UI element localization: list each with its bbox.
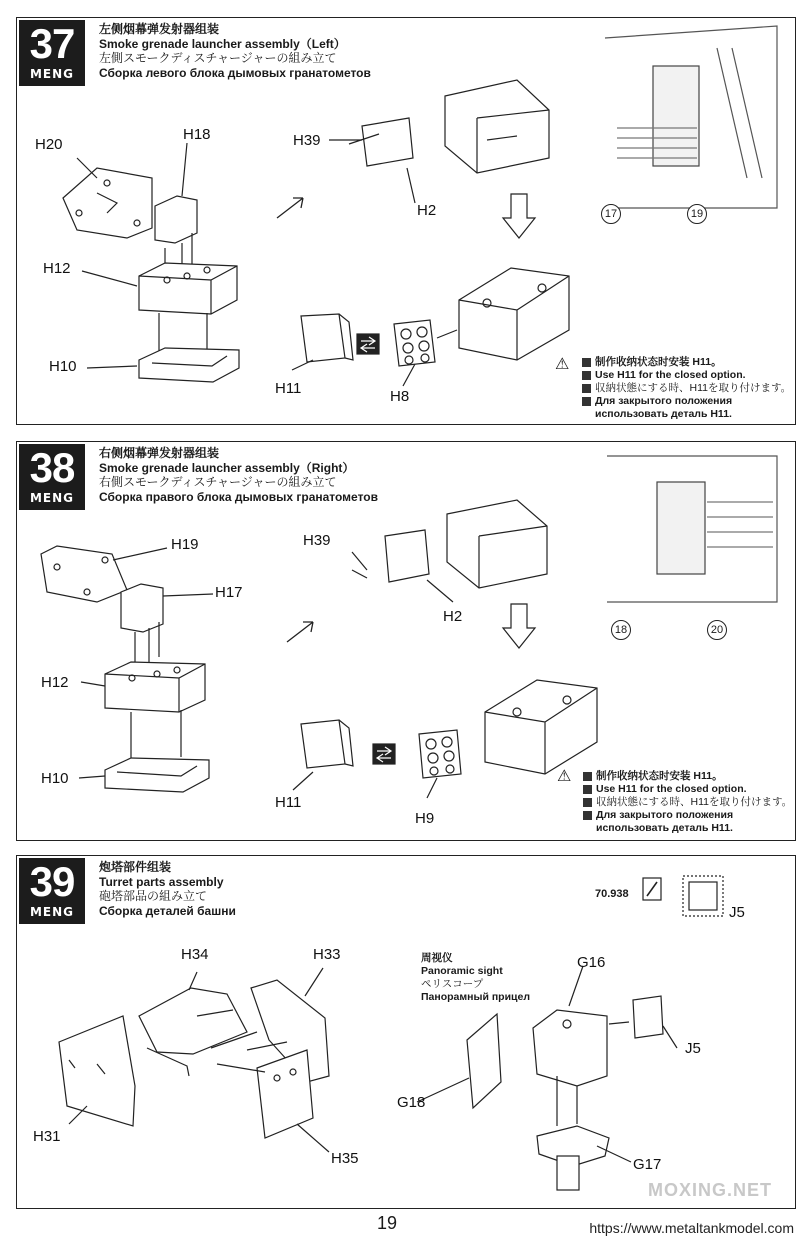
label-g18: G18 [397, 1094, 426, 1111]
title-ru: Сборка правого блока дымовых гранатометов [99, 489, 378, 504]
label-h2: H2 [417, 202, 437, 219]
callout-18: 18 [611, 620, 631, 640]
label-h35: H35 [331, 1150, 359, 1167]
callout-20: 20 [707, 620, 727, 640]
step-37-panel [16, 17, 796, 425]
source-url[interactable]: https://www.metaltankmodel.com [589, 1220, 794, 1236]
label-j5-paint: J5 [729, 904, 745, 921]
step-39-diagram [17, 856, 795, 1208]
warning-icon: ⚠ [555, 356, 570, 373]
note-cn: 制作收纳状态时安装 H11。 [595, 356, 722, 368]
note-en: Use H11 for the closed option. [595, 369, 746, 381]
title-cn: 炮塔部件组装 [99, 860, 172, 874]
watermark: MOXING.NET [648, 1180, 773, 1200]
title-ru: Сборка левого блока дымовых гранатометов [99, 65, 371, 80]
label-h31: H31 [33, 1128, 61, 1145]
title-jp: 右側スモークディスチャージャーの組み立て [99, 475, 337, 489]
label-h11: H11 [275, 380, 302, 397]
note-cn: 制作收纳状态时安装 H11。 [596, 770, 723, 782]
sight-cn: 周视仪 [421, 952, 453, 964]
note-ru1: Для закрытого положения [595, 395, 733, 407]
label-h20: H20 [35, 136, 63, 153]
label-h39: H39 [293, 132, 321, 149]
step-number: 37 [29, 20, 75, 67]
title-en: Smoke grenade launcher assembly（Left） [99, 36, 346, 51]
label-h17: H17 [215, 584, 243, 601]
panoramic-sight-label [421, 952, 530, 1004]
brand-logo: MENG [29, 67, 75, 81]
label-h19: H19 [171, 536, 199, 553]
sight-ru: Панорамный прицел [421, 991, 531, 1003]
title-jp: 砲塔部品の組み立て [99, 889, 208, 903]
label-h12: H12 [43, 260, 71, 277]
label-h33: H33 [313, 946, 341, 963]
label-g17: G17 [633, 1156, 662, 1173]
brand-logo: MENG [29, 905, 75, 919]
note-en: Use H11 for the closed option. [596, 783, 747, 795]
title-ru: Сборка деталей башни [99, 903, 236, 918]
note-ru1: Для закрытого положения [596, 809, 734, 821]
page-number: 19 [377, 1213, 398, 1233]
label-h9: H9 [415, 810, 435, 827]
note-ru2: использовать деталь H11. [595, 408, 732, 420]
sight-en: Panoramic sight [421, 965, 503, 977]
label-h2: H2 [443, 608, 463, 625]
title-en: Smoke grenade launcher assembly（Right） [99, 460, 355, 475]
callout-19: 19 [687, 204, 707, 224]
brand-logo: MENG [29, 491, 75, 505]
closed-option-note [583, 770, 792, 835]
sight-jp: ペリスコープ [421, 978, 484, 990]
label-h10: H10 [49, 358, 77, 375]
label-h11: H11 [275, 794, 302, 811]
step-39-panel [16, 855, 796, 1209]
label-h12: H12 [41, 674, 69, 691]
paint-code: 70.938 [595, 888, 629, 900]
label-h34: H34 [181, 946, 209, 963]
label-j5: J5 [685, 1040, 701, 1057]
title-jp: 左側スモークディスチャージャーの組み立て [99, 51, 337, 65]
note-ru2: использовать деталь H11. [596, 822, 733, 834]
label-h10: H10 [41, 770, 69, 787]
note-jp: 収納状態にする時、H11を取り付けます。 [595, 382, 792, 394]
closed-option-note [582, 356, 791, 421]
step-number: 38 [29, 444, 75, 491]
callout-17: 17 [601, 204, 621, 224]
label-h18: H18 [183, 126, 211, 143]
label-h8: H8 [390, 388, 410, 405]
warning-icon: ⚠ [557, 768, 572, 785]
note-jp: 収納状態にする時、H11を取り付けます。 [596, 796, 793, 808]
label-h39: H39 [303, 532, 331, 549]
title-cn: 右侧烟幕弹发射器组装 [99, 446, 220, 460]
label-g16: G16 [577, 954, 606, 971]
title-en: Turret parts assembly [99, 874, 224, 889]
step-number: 39 [29, 858, 75, 905]
step-38-panel [16, 441, 796, 841]
title-cn: 左侧烟幕弹发射器组装 [99, 22, 220, 36]
